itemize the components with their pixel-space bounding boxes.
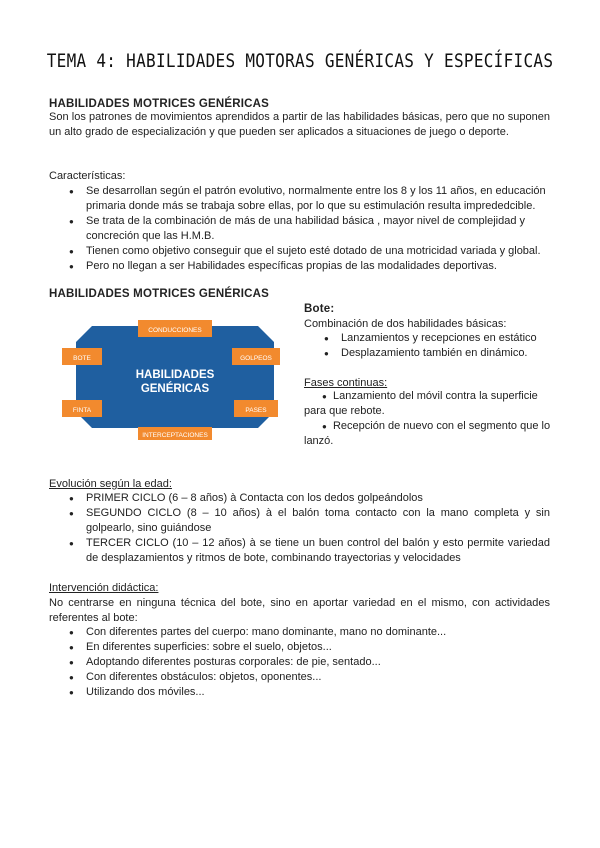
fase-1-text: Lanzamiento del móvil contra la superficie para que rebote. — [304, 390, 538, 417]
diagram-label-golpeos: GOLPEOS — [240, 355, 272, 362]
diagram-label-pases: PASES — [245, 407, 267, 414]
bullet-dot: ● — [322, 422, 327, 431]
fases-label: Fases continuas: — [304, 377, 388, 389]
list-item: ● Se trata de la combinación de más de una habilidad básica , mayor nivel de complejidad y concreción que las H.M.B. — [86, 214, 550, 244]
caracteristicas-list — [86, 184, 550, 274]
section1-intro: Son los patrones de movimientos aprendidos a partir de las habilidades básicas, pero que no suponen un alto grado de especialización y que pueden ser aplicados a situaciones de juego o deporte. — [49, 111, 550, 138]
section1-heading: HABILIDADES MOTRICES GENÉRICAS — [49, 98, 270, 110]
bullet-dot: ● — [322, 392, 327, 401]
list-item: ● Tienen como objetivo conseguir que el sujeto esté dotado de una motricidad variada y global. — [86, 244, 550, 259]
list-item: ● Lanzamientos y recepciones en estático — [341, 331, 551, 346]
list-item: ● Con diferentes obstáculos: objetos, oponentes... — [86, 670, 550, 685]
bote-desc: Combinación de dos habilidades básicas: — [304, 318, 507, 330]
fase-2 — [304, 419, 552, 449]
list-item: ● Desplazamiento también en dinámico. — [341, 346, 551, 361]
section2-heading: HABILIDADES MOTRICES GENÉRICAS — [49, 288, 270, 300]
list-item: ● TERCER CICLO (10 – 12 años) à se tiene un buen control del balón y esto permite variedad de desplazamientos y ritmos de bote, combinando trayectorias y velocidades — [86, 536, 550, 566]
bote-list — [341, 331, 551, 361]
intervencion-list — [86, 625, 550, 700]
fase-2-text: Recepción de nuevo con el segmento que lo lanzó. — [304, 420, 551, 447]
intervencion-intro: No centrarse en ninguna técnica del bote, sino en aportar variedad en el mismo, con actividades referentes al bote: — [49, 597, 550, 624]
list-item: ● Adoptando diferentes posturas corporales: de pie, sentado... — [86, 655, 550, 670]
diagram-label-finta: FINTA — [72, 407, 92, 414]
list-item: ● PRIMER CICLO (6 – 8 años) à Contacta con los dedos golpeándolos — [86, 491, 550, 506]
evolucion-list — [86, 491, 550, 566]
list-item: ● Pero no llegan a ser Habilidades específicas propias de las modalidades deportivas. — [86, 259, 550, 274]
list-item: ● Utilizando dos móviles... — [86, 685, 550, 700]
list-item: ● Se desarrollan según el patrón evolutivo, normalmente entre los 8 y los 11 años, en educación primaria donde más se trabaja sobre ellas, por lo que su estimulación resulta imprededcible. — [86, 184, 550, 214]
evolucion-label: Evolución según la edad: — [49, 478, 172, 490]
list-item: ● Con diferentes partes del cuerpo: mano dominante, mano no dominante... — [86, 625, 550, 640]
diagram-center-line1: HABILIDADES — [135, 369, 215, 381]
intervencion-label: Intervención didáctica: — [49, 582, 159, 594]
caracteristicas-label: Características: — [49, 170, 126, 182]
page-title: TEMA 4: HABILIDADES MOTORAS GENÉRICAS Y ESPECÍFICAS — [46, 49, 554, 72]
list-item: ● SEGUNDO CICLO (8 – 10 años) à el balón toma contacto con la mano completa y sin golpearlo, sino guiándose — [86, 506, 550, 536]
diagram-label-bote: BOTE — [73, 355, 91, 362]
bote-heading: Bote: — [304, 303, 335, 315]
list-item: ● En diferentes superficies: sobre el suelo, objetos... — [86, 640, 550, 655]
diagram-label-interceptaciones: INTERCEPTACIONES — [142, 432, 208, 439]
fase-1 — [304, 389, 552, 419]
diagram-label-conducciones: CONDUCCIONES — [148, 327, 202, 334]
diagram-center-line2: GENÉRICAS — [140, 383, 210, 395]
habilidades-genericas-diagram — [62, 314, 288, 440]
